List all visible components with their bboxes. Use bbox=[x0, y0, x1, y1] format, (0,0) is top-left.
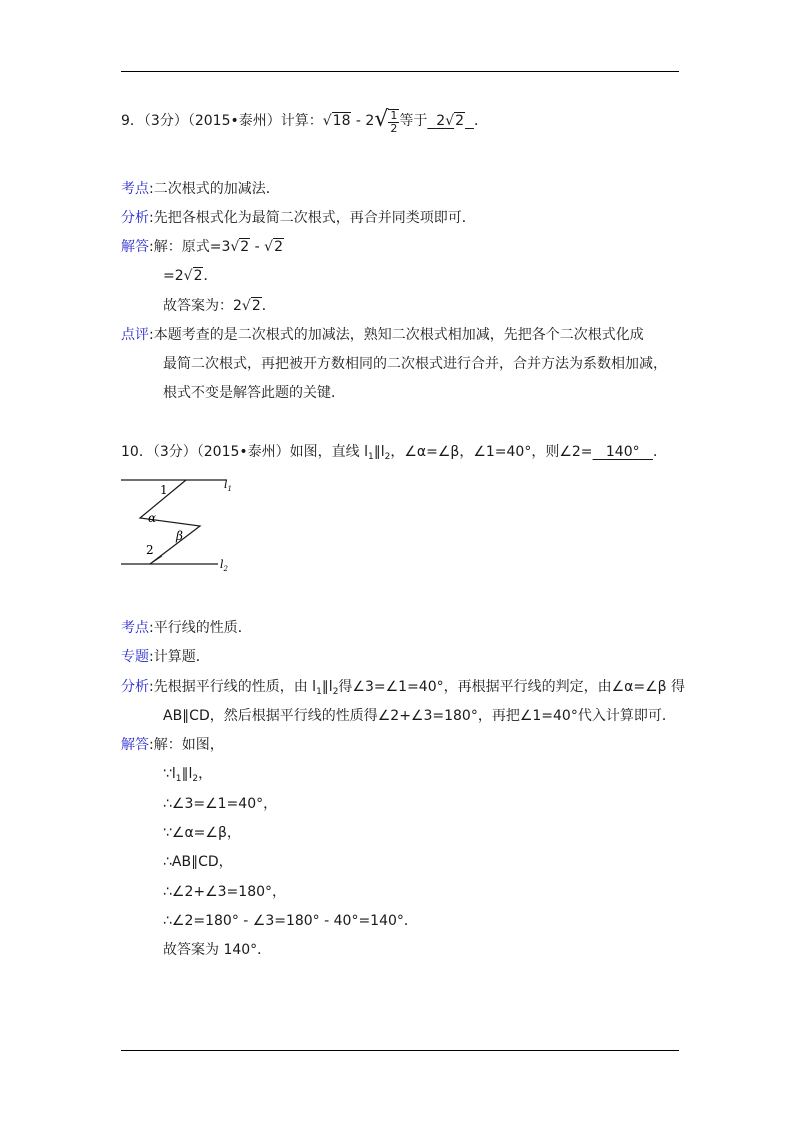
bottom-rule bbox=[121, 1050, 679, 1051]
q9-frac-num: 1 bbox=[390, 109, 398, 122]
label-1: 1 bbox=[160, 483, 168, 497]
fenxi-label: 分析 bbox=[121, 210, 149, 226]
q10-source: （2015•泰州） bbox=[196, 444, 290, 460]
q10-question: 10．（3分）（2015•泰州）如图，直线 $l_1\parallel l_2$，∠α=∠β，∠1=40°，则∠2= 140° ． bbox=[121, 444, 667, 462]
sqrt-symbol: √ bbox=[322, 113, 332, 129]
q10-figure bbox=[118, 470, 248, 575]
q9-dianping-2: 最简二次根式，再把被开方数相同的二次根式进行合并，合并方法为系数相加减， bbox=[163, 356, 667, 372]
label-l2: $l_2$ bbox=[220, 558, 228, 573]
label-beta: β bbox=[176, 529, 183, 543]
q9-number: 9 bbox=[121, 113, 130, 129]
q9-question: 9．（3分）（2015•泰州）计算：√18 - 2√ $\frac{1}{2}$ 等于 2√2 ． bbox=[121, 107, 488, 135]
q10-zhuanti: 专题:计算题． bbox=[121, 649, 210, 665]
q10-fenxi-1: 分析:先根据平行线的性质，由 $l_1\parallel l_2$得∠3=∠1=40°，再根据平行线的判定，由∠α=∠β 得 bbox=[121, 679, 686, 697]
jieda-label: 解答 bbox=[121, 737, 149, 753]
q9-dianping-1: 点评:本题考查的是二次根式的加减法，熟知二次根式相加减，先把各个二次根式化成 bbox=[121, 327, 644, 343]
q10-kaodian: 考点:平行线的性质． bbox=[121, 620, 252, 636]
q9-end: ． bbox=[473, 113, 488, 129]
label-alpha: α bbox=[148, 511, 157, 525]
q9-dianping-3: 根式不变是解答此题的关键． bbox=[163, 385, 345, 401]
label-2: 2 bbox=[146, 543, 154, 557]
q9-answer: 2√2 bbox=[436, 113, 465, 129]
q10-number: 10 bbox=[121, 444, 139, 460]
extension-bottom bbox=[150, 556, 162, 564]
zhuanti-label: 专题 bbox=[121, 649, 149, 665]
kaodian-label: 考点 bbox=[121, 620, 149, 636]
q9-equals: 等于 bbox=[399, 113, 428, 129]
q9-rad-18: 18 bbox=[332, 113, 351, 129]
q10-step-3: ∴∠3=∠1=40°， bbox=[163, 796, 278, 812]
q10-score: （3分） bbox=[152, 444, 197, 460]
q10-step-5: ∴AB∥CD， bbox=[163, 854, 233, 870]
label-l1: $l_1$ bbox=[224, 478, 232, 493]
q9-fenxi: 分析:先把各根式化为最简二次根式，再合并同类项即可． bbox=[121, 210, 476, 226]
q10-step-7: ∴∠2=180° - ∠3=180° - 40°=140°． bbox=[163, 913, 418, 929]
top-rule bbox=[121, 71, 679, 72]
extension-top bbox=[176, 480, 186, 488]
q9-frac-den: 2 bbox=[390, 122, 398, 135]
q9-score: （3分） bbox=[143, 113, 188, 129]
q9-minus: - 2 bbox=[351, 113, 375, 129]
dianping-label: 点评 bbox=[121, 327, 149, 343]
q10-answer: 140° bbox=[605, 444, 640, 460]
q9-prefix: 计算： bbox=[280, 113, 323, 129]
kaodian-label: 考点 bbox=[121, 181, 149, 197]
q10-fenxi-2: AB∥CD，然后根据平行线的性质得∠2+∠3=180°，再把∠1=40°代入计算即可． bbox=[163, 708, 676, 724]
q10-step-6: ∴∠2+∠3=180°， bbox=[163, 884, 287, 900]
q9-source: （2015•泰州） bbox=[187, 113, 281, 129]
q9-jieda-3: 故答案为：2√2． bbox=[163, 298, 276, 314]
jieda-label: 解答 bbox=[121, 239, 149, 255]
q9-jieda-1: 解答:解：原式=3√2 - √2 bbox=[121, 239, 283, 255]
q10-step-4: ∵∠α=∠β， bbox=[163, 825, 241, 841]
q10-step-8: 故答案为 140°． bbox=[163, 942, 272, 958]
q9-sqrt-fraction: √ $\frac{1}{2}$ bbox=[374, 107, 398, 135]
q10-step-2: $\because l_1\parallel l_2$， bbox=[163, 766, 213, 784]
q9-kaodian: 考点:二次根式的加减法． bbox=[121, 181, 280, 197]
fenxi-label: 分析 bbox=[121, 679, 149, 695]
q10-jieda-1: 解答:解：如图， bbox=[121, 737, 224, 753]
q9-jieda-2: =2√2． bbox=[163, 268, 218, 284]
